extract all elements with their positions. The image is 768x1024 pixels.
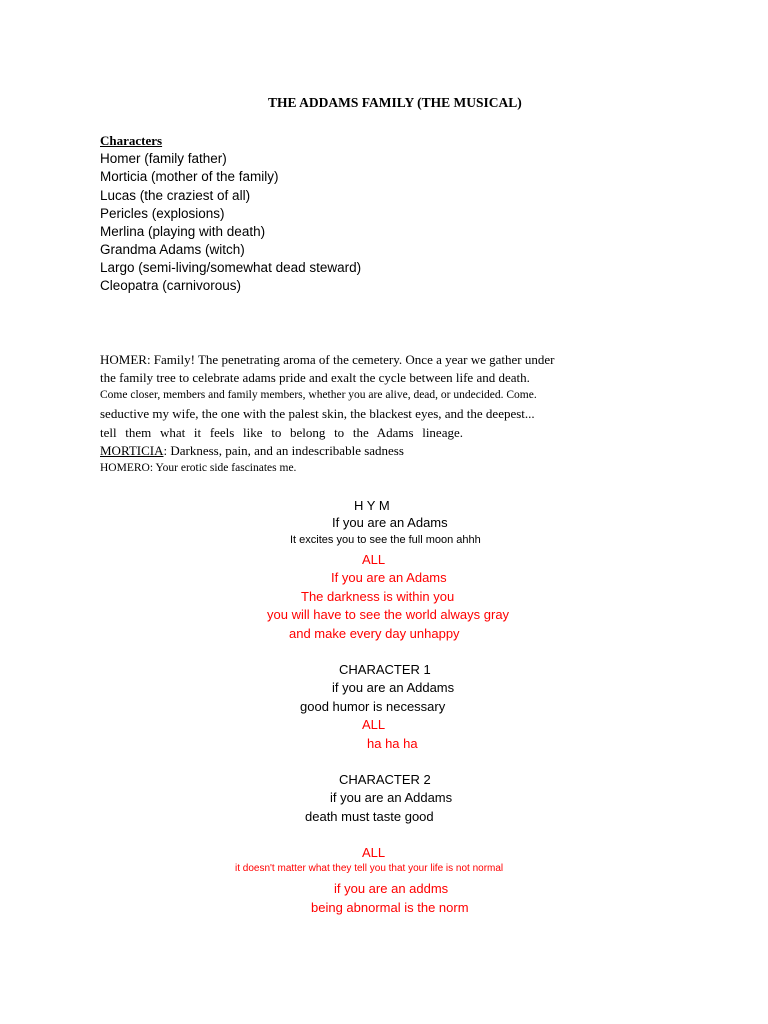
song-line: if you are an Addams bbox=[330, 790, 453, 805]
chorus-line: if you are an addms bbox=[334, 881, 449, 896]
document-title: THE ADDAMS FAMILY (THE MUSICAL) bbox=[268, 95, 522, 110]
homer-dialogue-line: the family tree to celebrate adams pride and exalt the cycle between life and death. bbox=[100, 370, 530, 385]
character-item: Merlina (playing with death) bbox=[100, 224, 266, 239]
chorus-line: If you are an Adams bbox=[331, 570, 447, 585]
homer-dialogue-line: seductive my wife, the one with the palest skin, the blackest eyes, and the deepest... bbox=[100, 406, 535, 421]
chorus-line: you will have to see the world always gray bbox=[267, 607, 510, 622]
morticia-line: : Darkness, pain, and an indescribable sadness bbox=[163, 443, 404, 458]
character-item: Morticia (mother of the family) bbox=[100, 169, 279, 184]
chorus-line: ha ha ha bbox=[367, 736, 418, 751]
characters-heading: Characters bbox=[100, 133, 163, 148]
character-item: Pericles (explosions) bbox=[100, 206, 225, 221]
morticia-speaker: MORTICIA bbox=[100, 443, 164, 458]
chorus-line: it doesn't matter what they tell you that your life is not normal bbox=[235, 863, 504, 874]
song-line: death must taste good bbox=[305, 809, 434, 824]
chorus-label: ALL bbox=[362, 552, 386, 567]
character-item: Cleopatra (carnivorous) bbox=[100, 278, 242, 293]
song-line: If you are an Adams bbox=[332, 515, 448, 530]
song-heading: H Y M bbox=[354, 498, 390, 513]
morticia-dialogue bbox=[100, 444, 404, 457]
song-line: if you are an Addams bbox=[332, 680, 455, 695]
song-line: It excites you to see the full moon ahhh bbox=[290, 534, 481, 546]
homer-dialogue-line: tell them what it feels like to belong to the Adams lineage. bbox=[100, 425, 463, 440]
chorus-line: and make every day unhappy bbox=[289, 626, 460, 641]
character-item: Lucas (the craziest of all) bbox=[100, 188, 251, 203]
song-character-label: CHARACTER 2 bbox=[339, 772, 431, 787]
homer-dialogue-line: Come closer, members and family members, whether you are alive, dead, or undecided. Come. bbox=[100, 389, 537, 401]
character-item: Homer (family father) bbox=[100, 151, 227, 166]
homer-dialogue-line: HOMER: Family! The penetrating aroma of the cemetery. Once a year we gather under bbox=[100, 352, 555, 367]
character-item: Grandma Adams (witch) bbox=[100, 242, 245, 257]
chorus-line: being abnormal is the norm bbox=[311, 900, 469, 915]
chorus-line: The darkness is within you bbox=[301, 589, 455, 604]
song-line: good humor is necessary bbox=[300, 699, 446, 714]
homero-dialogue: HOMERO: Your erotic side fascinates me. bbox=[100, 462, 297, 474]
chorus-label: ALL bbox=[362, 717, 386, 732]
song-character-label: CHARACTER 1 bbox=[339, 662, 431, 677]
chorus-label: ALL bbox=[362, 845, 386, 860]
character-item: Largo (semi-living/somewhat dead steward) bbox=[100, 260, 362, 275]
